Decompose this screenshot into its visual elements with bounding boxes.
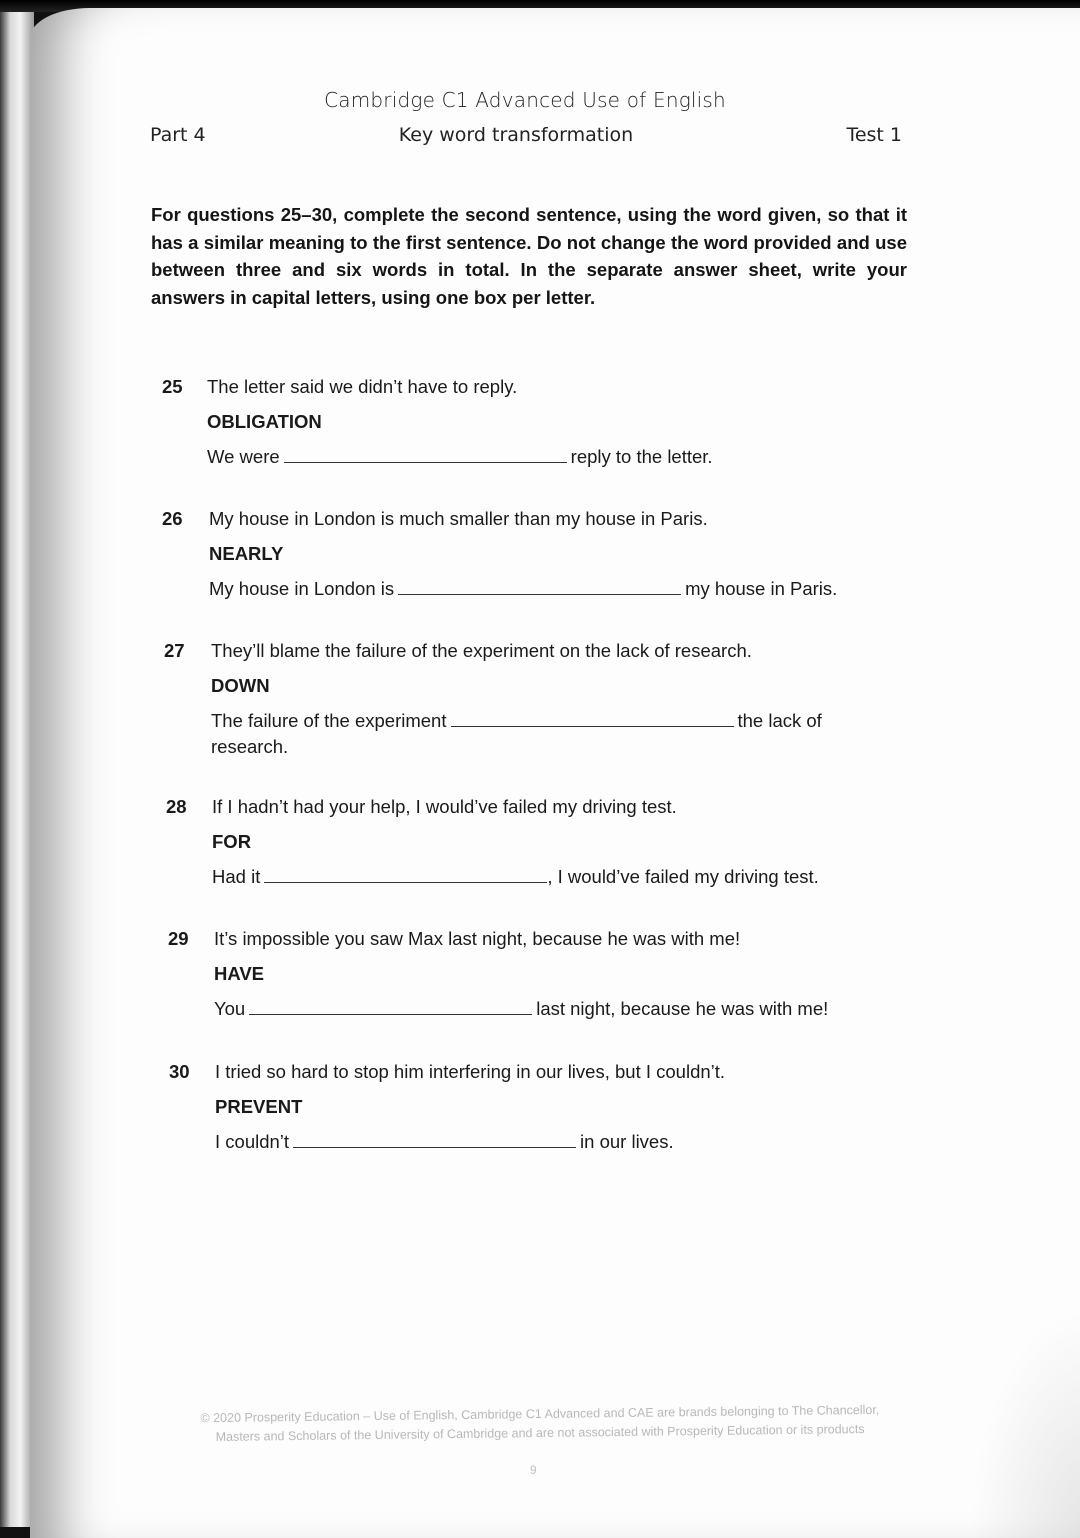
answer-blank[interactable] [451, 710, 734, 727]
question-keyword: PREVENT [215, 1096, 303, 1117]
question-29 [168, 926, 888, 1022]
book-spine-left [0, 0, 34, 1527]
question-30 [169, 1059, 889, 1155]
question-prompt: If I hadn’t had your help, I would’ve failed my driving test. [212, 796, 677, 817]
question-number: 28 [166, 796, 187, 817]
answer-sentence: My house in London is my house in Paris. [209, 578, 838, 599]
answer-blank[interactable] [398, 578, 681, 595]
section-title: Key word transformation [398, 124, 634, 146]
page-shadow [970, 1308, 1080, 1538]
question-keyword: OBLIGATION [207, 411, 322, 432]
question-keyword: HAVE [214, 963, 265, 984]
page-number: 9 [530, 1463, 537, 1477]
answer-blank[interactable] [293, 1131, 576, 1148]
part-label: Part 4 [150, 124, 206, 146]
question-26 [162, 506, 882, 602]
question-number: 29 [168, 928, 189, 949]
question-28 [166, 794, 886, 890]
page-header [150, 124, 902, 146]
answer-sentence: The failure of the experiment the lack of research. [211, 710, 822, 757]
question-prompt: My house in London is much smaller than my house in Paris. [209, 508, 708, 529]
question-number: 26 [162, 508, 183, 529]
answer-sentence: We were reply to the letter. [207, 446, 713, 467]
question-25 [162, 374, 882, 470]
question-prompt: I tried so hard to stop him interfering in our lives, but I couldn’t. [215, 1061, 726, 1082]
question-number: 27 [164, 640, 185, 661]
question-prompt: They’ll blame the failure of the experiment on the lack of research. [211, 640, 752, 661]
question-prompt: The letter said we didn’t have to reply. [207, 376, 518, 397]
answer-sentence: I couldn’t in our lives. [215, 1131, 674, 1152]
copyright-line-2: Masters and Scholars of the University of Cambridge and are not associated with Prosperity Education or its products [215, 1422, 865, 1444]
question-keyword: NEARLY [209, 543, 284, 564]
answer-blank[interactable] [284, 446, 567, 463]
instructions: For questions 25–30, complete the second sentence, using the word given, so that it has a similar meaning to the first sentence. Do not change the word provided and use between three and six words in total. In the separate answer sheet, write your answers in capital letters, using one box per letter. [151, 204, 907, 308]
question-keyword: DOWN [211, 675, 270, 696]
question-number: 25 [162, 376, 183, 397]
answer-sentence: Had it , I would’ve failed my driving test. [212, 866, 819, 887]
answer-sentence: You last night, because he was with me! [214, 998, 829, 1019]
answer-blank[interactable] [249, 998, 532, 1015]
question-keyword: FOR [212, 831, 252, 852]
question-prompt: It’s impossible you saw Max last night, because he was with me! [214, 928, 741, 949]
copyright-line-1: © 2020 Prosperity Education – Use of English, Cambridge C1 Advanced and CAE are brands belonging to The Chancellor, [200, 1402, 880, 1426]
question-number: 30 [169, 1061, 190, 1082]
question-27 [164, 638, 884, 760]
answer-blank[interactable] [264, 866, 547, 883]
test-label: Test 1 [846, 124, 902, 146]
book-title: Cambridge C1 Advanced Use of English [324, 88, 726, 112]
